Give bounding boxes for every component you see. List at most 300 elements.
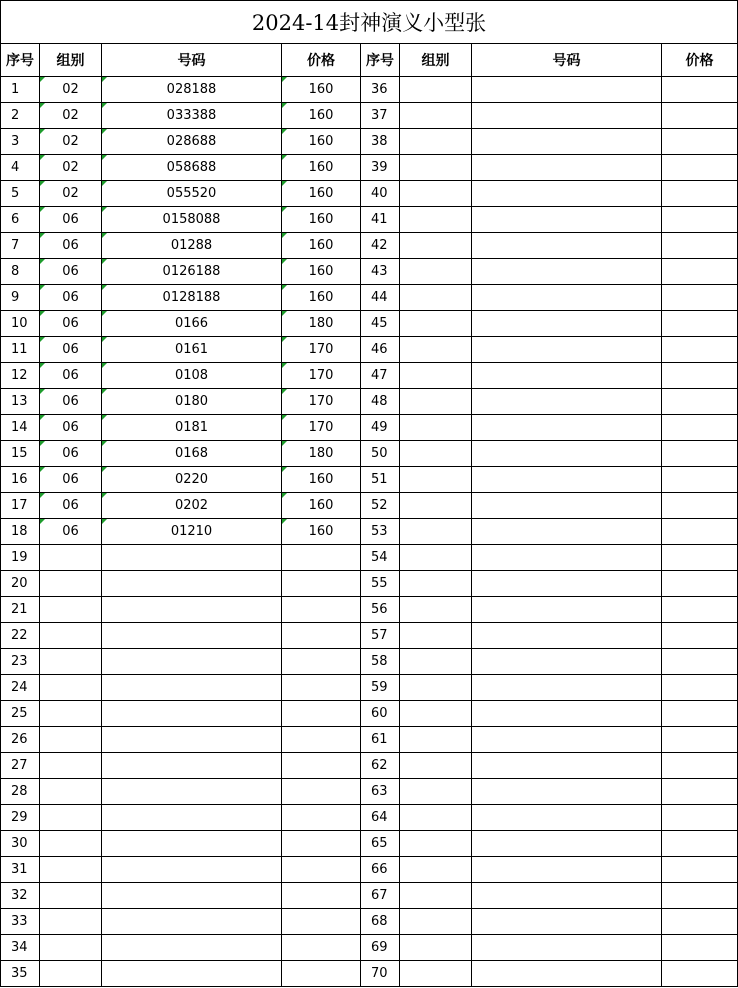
left-number-cell[interactable]: 0220 (102, 467, 282, 493)
left-price-cell[interactable] (282, 779, 361, 805)
left-seq-cell[interactable]: 17 (1, 493, 40, 519)
right-number-cell[interactable] (472, 935, 662, 961)
left-price-cell[interactable]: 160 (282, 77, 361, 103)
right-group-cell[interactable] (400, 883, 472, 909)
left-seq-cell[interactable]: 28 (1, 779, 40, 805)
left-group-cell[interactable]: 06 (40, 285, 102, 311)
left-group-cell[interactable]: 06 (40, 207, 102, 233)
left-number-cell[interactable]: 01210 (102, 519, 282, 545)
header-group-left[interactable]: 组别 (40, 44, 102, 77)
left-seq-cell[interactable]: 24 (1, 675, 40, 701)
left-group-cell[interactable] (40, 831, 102, 857)
right-group-cell[interactable] (400, 181, 472, 207)
left-group-cell[interactable]: 06 (40, 493, 102, 519)
right-group-cell[interactable] (400, 909, 472, 935)
right-group-cell[interactable] (400, 389, 472, 415)
right-group-cell[interactable] (400, 831, 472, 857)
right-price-cell[interactable] (662, 805, 738, 831)
left-seq-cell[interactable]: 27 (1, 753, 40, 779)
right-seq-cell[interactable]: 59 (361, 675, 400, 701)
right-number-cell[interactable] (472, 337, 662, 363)
table-row (1, 519, 738, 545)
left-number-cell[interactable]: 0126188 (102, 259, 282, 285)
right-price-cell[interactable] (662, 259, 738, 285)
left-seq-cell[interactable]: 16 (1, 467, 40, 493)
right-group-cell[interactable] (400, 337, 472, 363)
right-price-cell[interactable] (662, 649, 738, 675)
left-seq-cell[interactable]: 23 (1, 649, 40, 675)
right-group-cell[interactable] (400, 649, 472, 675)
left-group-cell[interactable]: 06 (40, 441, 102, 467)
right-price-cell[interactable] (662, 831, 738, 857)
left-seq-cell[interactable]: 22 (1, 623, 40, 649)
right-seq-cell[interactable]: 58 (361, 649, 400, 675)
right-seq-cell[interactable]: 55 (361, 571, 400, 597)
left-seq-cell[interactable]: 4 (1, 155, 40, 181)
left-seq-cell[interactable]: 31 (1, 857, 40, 883)
right-seq-cell[interactable]: 49 (361, 415, 400, 441)
right-group-cell[interactable] (400, 155, 472, 181)
left-price-cell[interactable] (282, 571, 361, 597)
left-seq-cell[interactable]: 29 (1, 805, 40, 831)
left-price-cell[interactable]: 160 (282, 129, 361, 155)
left-seq-cell[interactable]: 19 (1, 545, 40, 571)
right-price-cell[interactable] (662, 753, 738, 779)
left-price-cell[interactable] (282, 831, 361, 857)
table-row (1, 545, 738, 571)
right-price-cell[interactable] (662, 129, 738, 155)
right-seq-cell[interactable]: 69 (361, 935, 400, 961)
right-group-cell[interactable] (400, 571, 472, 597)
left-number-cell[interactable] (102, 831, 282, 857)
right-number-cell[interactable] (472, 155, 662, 181)
right-number-cell[interactable] (472, 857, 662, 883)
right-price-cell[interactable] (662, 77, 738, 103)
right-group-cell[interactable] (400, 285, 472, 311)
right-price-cell[interactable] (662, 779, 738, 805)
right-seq-cell[interactable]: 36 (361, 77, 400, 103)
right-group-cell[interactable] (400, 727, 472, 753)
right-group-cell[interactable] (400, 779, 472, 805)
left-price-cell[interactable] (282, 935, 361, 961)
left-group-cell[interactable]: 02 (40, 129, 102, 155)
right-seq-cell[interactable]: 65 (361, 831, 400, 857)
left-seq-cell[interactable]: 25 (1, 701, 40, 727)
right-price-cell[interactable] (662, 857, 738, 883)
left-number-cell[interactable] (102, 961, 282, 987)
right-seq-cell[interactable]: 51 (361, 467, 400, 493)
right-seq-cell[interactable]: 68 (361, 909, 400, 935)
left-group-cell[interactable]: 02 (40, 155, 102, 181)
left-price-cell[interactable] (282, 753, 361, 779)
right-group-cell[interactable] (400, 493, 472, 519)
left-seq-cell[interactable]: 1 (1, 77, 40, 103)
left-price-cell[interactable]: 170 (282, 389, 361, 415)
left-group-cell[interactable] (40, 935, 102, 961)
right-price-cell[interactable] (662, 623, 738, 649)
left-number-cell[interactable]: 058688 (102, 155, 282, 181)
right-price-cell[interactable] (662, 909, 738, 935)
right-number-cell[interactable] (472, 909, 662, 935)
right-seq-cell[interactable]: 39 (361, 155, 400, 181)
right-seq-cell[interactable]: 63 (361, 779, 400, 805)
right-group-cell[interactable] (400, 415, 472, 441)
right-number-cell[interactable] (472, 311, 662, 337)
right-price-cell[interactable] (662, 727, 738, 753)
right-seq-cell[interactable]: 62 (361, 753, 400, 779)
left-group-cell[interactable]: 06 (40, 389, 102, 415)
left-seq-cell[interactable]: 10 (1, 311, 40, 337)
right-seq-cell[interactable]: 40 (361, 181, 400, 207)
left-number-cell[interactable]: 028188 (102, 77, 282, 103)
left-group-cell[interactable]: 06 (40, 363, 102, 389)
left-seq-cell[interactable]: 5 (1, 181, 40, 207)
right-group-cell[interactable] (400, 545, 472, 571)
right-seq-cell[interactable]: 54 (361, 545, 400, 571)
left-group-cell[interactable] (40, 909, 102, 935)
left-group-cell[interactable] (40, 883, 102, 909)
left-number-cell[interactable]: 055520 (102, 181, 282, 207)
right-price-cell[interactable] (662, 467, 738, 493)
right-group-cell[interactable] (400, 857, 472, 883)
right-number-cell[interactable] (472, 623, 662, 649)
right-price-cell[interactable] (662, 883, 738, 909)
left-seq-cell[interactable]: 11 (1, 337, 40, 363)
left-seq-cell[interactable]: 32 (1, 883, 40, 909)
right-group-cell[interactable] (400, 623, 472, 649)
right-seq-cell[interactable]: 57 (361, 623, 400, 649)
right-price-cell[interactable] (662, 181, 738, 207)
left-price-cell[interactable]: 160 (282, 155, 361, 181)
left-number-cell[interactable] (102, 623, 282, 649)
left-seq-cell[interactable]: 15 (1, 441, 40, 467)
left-number-cell[interactable] (102, 909, 282, 935)
right-number-cell[interactable] (472, 129, 662, 155)
left-seq-cell[interactable]: 6 (1, 207, 40, 233)
left-number-cell[interactable]: 033388 (102, 103, 282, 129)
right-price-cell[interactable] (662, 389, 738, 415)
header-number-right[interactable]: 号码 (472, 44, 662, 77)
left-number-cell[interactable] (102, 649, 282, 675)
left-seq-cell[interactable]: 20 (1, 571, 40, 597)
right-price-cell[interactable] (662, 337, 738, 363)
left-price-cell[interactable]: 160 (282, 259, 361, 285)
right-group-cell[interactable] (400, 961, 472, 987)
right-seq-cell[interactable]: 43 (361, 259, 400, 285)
left-group-cell[interactable]: 02 (40, 181, 102, 207)
left-seq-cell[interactable]: 35 (1, 961, 40, 987)
left-price-cell[interactable] (282, 727, 361, 753)
header-seq-left[interactable]: 序号 (1, 44, 40, 77)
right-number-cell[interactable] (472, 831, 662, 857)
left-group-cell[interactable] (40, 545, 102, 571)
right-number-cell[interactable] (472, 233, 662, 259)
left-group-cell[interactable] (40, 779, 102, 805)
left-seq-cell[interactable]: 8 (1, 259, 40, 285)
right-group-cell[interactable] (400, 467, 472, 493)
left-group-cell[interactable]: 06 (40, 259, 102, 285)
left-group-cell[interactable] (40, 571, 102, 597)
left-number-cell[interactable] (102, 753, 282, 779)
left-seq-cell[interactable]: 33 (1, 909, 40, 935)
left-group-cell[interactable]: 06 (40, 311, 102, 337)
right-group-cell[interactable] (400, 233, 472, 259)
left-number-cell[interactable]: 0158088 (102, 207, 282, 233)
right-seq-cell[interactable]: 48 (361, 389, 400, 415)
right-number-cell[interactable] (472, 701, 662, 727)
right-group-cell[interactable] (400, 129, 472, 155)
header-number-left[interactable]: 号码 (102, 44, 282, 77)
right-number-cell[interactable] (472, 649, 662, 675)
right-number-cell[interactable] (472, 467, 662, 493)
left-price-cell[interactable]: 170 (282, 415, 361, 441)
left-seq-cell[interactable]: 18 (1, 519, 40, 545)
right-group-cell[interactable] (400, 753, 472, 779)
right-number-cell[interactable] (472, 675, 662, 701)
right-seq-cell[interactable]: 52 (361, 493, 400, 519)
left-group-cell[interactable]: 06 (40, 337, 102, 363)
right-price-cell[interactable] (662, 285, 738, 311)
right-seq-cell[interactable]: 37 (361, 103, 400, 129)
right-seq-cell[interactable]: 50 (361, 441, 400, 467)
right-price-cell[interactable] (662, 597, 738, 623)
left-number-cell[interactable] (102, 545, 282, 571)
right-price-cell[interactable] (662, 103, 738, 129)
right-price-cell[interactable] (662, 701, 738, 727)
right-price-cell[interactable] (662, 935, 738, 961)
left-price-cell[interactable] (282, 649, 361, 675)
right-group-cell[interactable] (400, 519, 472, 545)
left-price-cell[interactable] (282, 857, 361, 883)
left-group-cell[interactable] (40, 649, 102, 675)
right-price-cell[interactable] (662, 155, 738, 181)
right-seq-cell[interactable]: 53 (361, 519, 400, 545)
right-price-cell[interactable] (662, 207, 738, 233)
left-number-cell[interactable] (102, 727, 282, 753)
right-price-cell[interactable] (662, 415, 738, 441)
left-price-cell[interactable] (282, 623, 361, 649)
left-price-cell[interactable] (282, 545, 361, 571)
left-price-cell[interactable]: 180 (282, 441, 361, 467)
left-price-cell[interactable] (282, 701, 361, 727)
left-seq-cell[interactable]: 9 (1, 285, 40, 311)
left-price-cell[interactable] (282, 961, 361, 987)
left-seq-cell[interactable]: 13 (1, 389, 40, 415)
left-price-cell[interactable]: 160 (282, 233, 361, 259)
right-number-cell[interactable] (472, 77, 662, 103)
right-price-cell[interactable] (662, 545, 738, 571)
right-price-cell[interactable] (662, 493, 738, 519)
right-seq-cell[interactable]: 67 (361, 883, 400, 909)
right-price-cell[interactable] (662, 571, 738, 597)
left-number-cell[interactable]: 0161 (102, 337, 282, 363)
left-number-cell[interactable] (102, 883, 282, 909)
left-group-cell[interactable] (40, 805, 102, 831)
left-number-cell[interactable] (102, 805, 282, 831)
left-price-cell[interactable] (282, 675, 361, 701)
left-group-cell[interactable]: 02 (40, 77, 102, 103)
left-number-cell[interactable] (102, 675, 282, 701)
right-seq-cell[interactable]: 45 (361, 311, 400, 337)
left-number-cell[interactable]: 028688 (102, 129, 282, 155)
table-row (1, 259, 738, 285)
left-seq-cell[interactable]: 3 (1, 129, 40, 155)
right-group-cell[interactable] (400, 103, 472, 129)
left-group-cell[interactable] (40, 623, 102, 649)
left-seq-cell[interactable]: 21 (1, 597, 40, 623)
right-number-cell[interactable] (472, 493, 662, 519)
left-group-cell[interactable]: 06 (40, 467, 102, 493)
left-price-cell[interactable] (282, 597, 361, 623)
left-number-cell[interactable] (102, 857, 282, 883)
left-price-cell[interactable]: 160 (282, 493, 361, 519)
right-seq-cell[interactable]: 56 (361, 597, 400, 623)
left-seq-cell[interactable]: 12 (1, 363, 40, 389)
right-seq-cell[interactable]: 44 (361, 285, 400, 311)
table-row (1, 129, 738, 155)
right-number-cell[interactable] (472, 441, 662, 467)
right-price-cell[interactable] (662, 675, 738, 701)
left-group-cell[interactable] (40, 961, 102, 987)
right-price-cell[interactable] (662, 441, 738, 467)
right-price-cell[interactable] (662, 363, 738, 389)
right-number-cell[interactable] (472, 571, 662, 597)
right-seq-cell[interactable]: 60 (361, 701, 400, 727)
left-group-cell[interactable] (40, 675, 102, 701)
right-seq-cell[interactable]: 46 (361, 337, 400, 363)
table-row (1, 597, 738, 623)
left-price-cell[interactable]: 160 (282, 207, 361, 233)
left-number-cell[interactable]: 0166 (102, 311, 282, 337)
table-row (1, 857, 738, 883)
left-group-cell[interactable]: 06 (40, 519, 102, 545)
left-group-cell[interactable]: 02 (40, 103, 102, 129)
left-price-cell[interactable]: 160 (282, 103, 361, 129)
left-number-cell[interactable]: 0128188 (102, 285, 282, 311)
left-group-cell[interactable] (40, 753, 102, 779)
table-row (1, 805, 738, 831)
right-number-cell[interactable] (472, 883, 662, 909)
left-group-cell[interactable] (40, 701, 102, 727)
right-group-cell[interactable] (400, 597, 472, 623)
right-number-cell[interactable] (472, 961, 662, 987)
right-number-cell[interactable] (472, 363, 662, 389)
left-number-cell[interactable] (102, 779, 282, 805)
left-price-cell[interactable] (282, 909, 361, 935)
right-group-cell[interactable] (400, 77, 472, 103)
left-number-cell[interactable]: 0181 (102, 415, 282, 441)
right-number-cell[interactable] (472, 753, 662, 779)
right-group-cell[interactable] (400, 259, 472, 285)
table-row (1, 155, 738, 181)
left-number-cell[interactable] (102, 571, 282, 597)
left-group-cell[interactable]: 06 (40, 415, 102, 441)
right-group-cell[interactable] (400, 311, 472, 337)
right-seq-cell[interactable]: 42 (361, 233, 400, 259)
right-group-cell[interactable] (400, 805, 472, 831)
right-number-cell[interactable] (472, 259, 662, 285)
right-seq-cell[interactable]: 66 (361, 857, 400, 883)
right-group-cell[interactable] (400, 441, 472, 467)
right-price-cell[interactable] (662, 519, 738, 545)
left-group-cell[interactable] (40, 597, 102, 623)
right-number-cell[interactable] (472, 389, 662, 415)
right-number-cell[interactable] (472, 285, 662, 311)
sheet-title[interactable]: 2024-14封神演义小型张 (1, 1, 738, 44)
left-seq-cell[interactable]: 26 (1, 727, 40, 753)
right-number-cell[interactable] (472, 597, 662, 623)
left-price-cell[interactable] (282, 883, 361, 909)
right-number-cell[interactable] (472, 779, 662, 805)
right-group-cell[interactable] (400, 675, 472, 701)
right-group-cell[interactable] (400, 701, 472, 727)
left-number-cell[interactable] (102, 597, 282, 623)
right-seq-cell[interactable]: 70 (361, 961, 400, 987)
right-seq-cell[interactable]: 64 (361, 805, 400, 831)
left-seq-cell[interactable]: 30 (1, 831, 40, 857)
right-seq-cell[interactable]: 61 (361, 727, 400, 753)
right-seq-cell[interactable]: 47 (361, 363, 400, 389)
right-number-cell[interactable] (472, 545, 662, 571)
right-price-cell[interactable] (662, 961, 738, 987)
header-price-left[interactable]: 价格 (282, 44, 361, 77)
right-group-cell[interactable] (400, 935, 472, 961)
right-seq-cell[interactable]: 41 (361, 207, 400, 233)
left-number-cell[interactable] (102, 935, 282, 961)
right-price-cell[interactable] (662, 233, 738, 259)
table-row (1, 415, 738, 441)
left-seq-cell[interactable]: 2 (1, 103, 40, 129)
left-number-cell[interactable]: 0168 (102, 441, 282, 467)
left-price-cell[interactable] (282, 805, 361, 831)
left-seq-cell[interactable]: 7 (1, 233, 40, 259)
left-seq-cell[interactable]: 34 (1, 935, 40, 961)
header-group-right[interactable]: 组别 (400, 44, 472, 77)
left-group-cell[interactable] (40, 727, 102, 753)
right-number-cell[interactable] (472, 181, 662, 207)
right-seq-cell[interactable]: 38 (361, 129, 400, 155)
left-price-cell[interactable]: 160 (282, 519, 361, 545)
left-price-cell[interactable]: 180 (282, 311, 361, 337)
right-number-cell[interactable] (472, 519, 662, 545)
table-row (1, 909, 738, 935)
left-number-cell[interactable]: 0180 (102, 389, 282, 415)
left-number-cell[interactable]: 0108 (102, 363, 282, 389)
right-number-cell[interactable] (472, 415, 662, 441)
left-price-cell[interactable]: 170 (282, 363, 361, 389)
left-price-cell[interactable]: 160 (282, 467, 361, 493)
left-seq-cell[interactable]: 14 (1, 415, 40, 441)
table-row (1, 935, 738, 961)
header-seq-right[interactable]: 序号 (361, 44, 400, 77)
left-group-cell[interactable]: 06 (40, 233, 102, 259)
right-group-cell[interactable] (400, 207, 472, 233)
left-number-cell[interactable]: 01288 (102, 233, 282, 259)
left-number-cell[interactable] (102, 701, 282, 727)
right-number-cell[interactable] (472, 727, 662, 753)
right-price-cell[interactable] (662, 311, 738, 337)
left-group-cell[interactable] (40, 857, 102, 883)
right-number-cell[interactable] (472, 805, 662, 831)
right-number-cell[interactable] (472, 103, 662, 129)
left-number-cell[interactable]: 0202 (102, 493, 282, 519)
right-group-cell[interactable] (400, 363, 472, 389)
header-price-right[interactable]: 价格 (662, 44, 738, 77)
left-price-cell[interactable]: 170 (282, 337, 361, 363)
left-price-cell[interactable]: 160 (282, 285, 361, 311)
left-price-cell[interactable]: 160 (282, 181, 361, 207)
right-number-cell[interactable] (472, 207, 662, 233)
